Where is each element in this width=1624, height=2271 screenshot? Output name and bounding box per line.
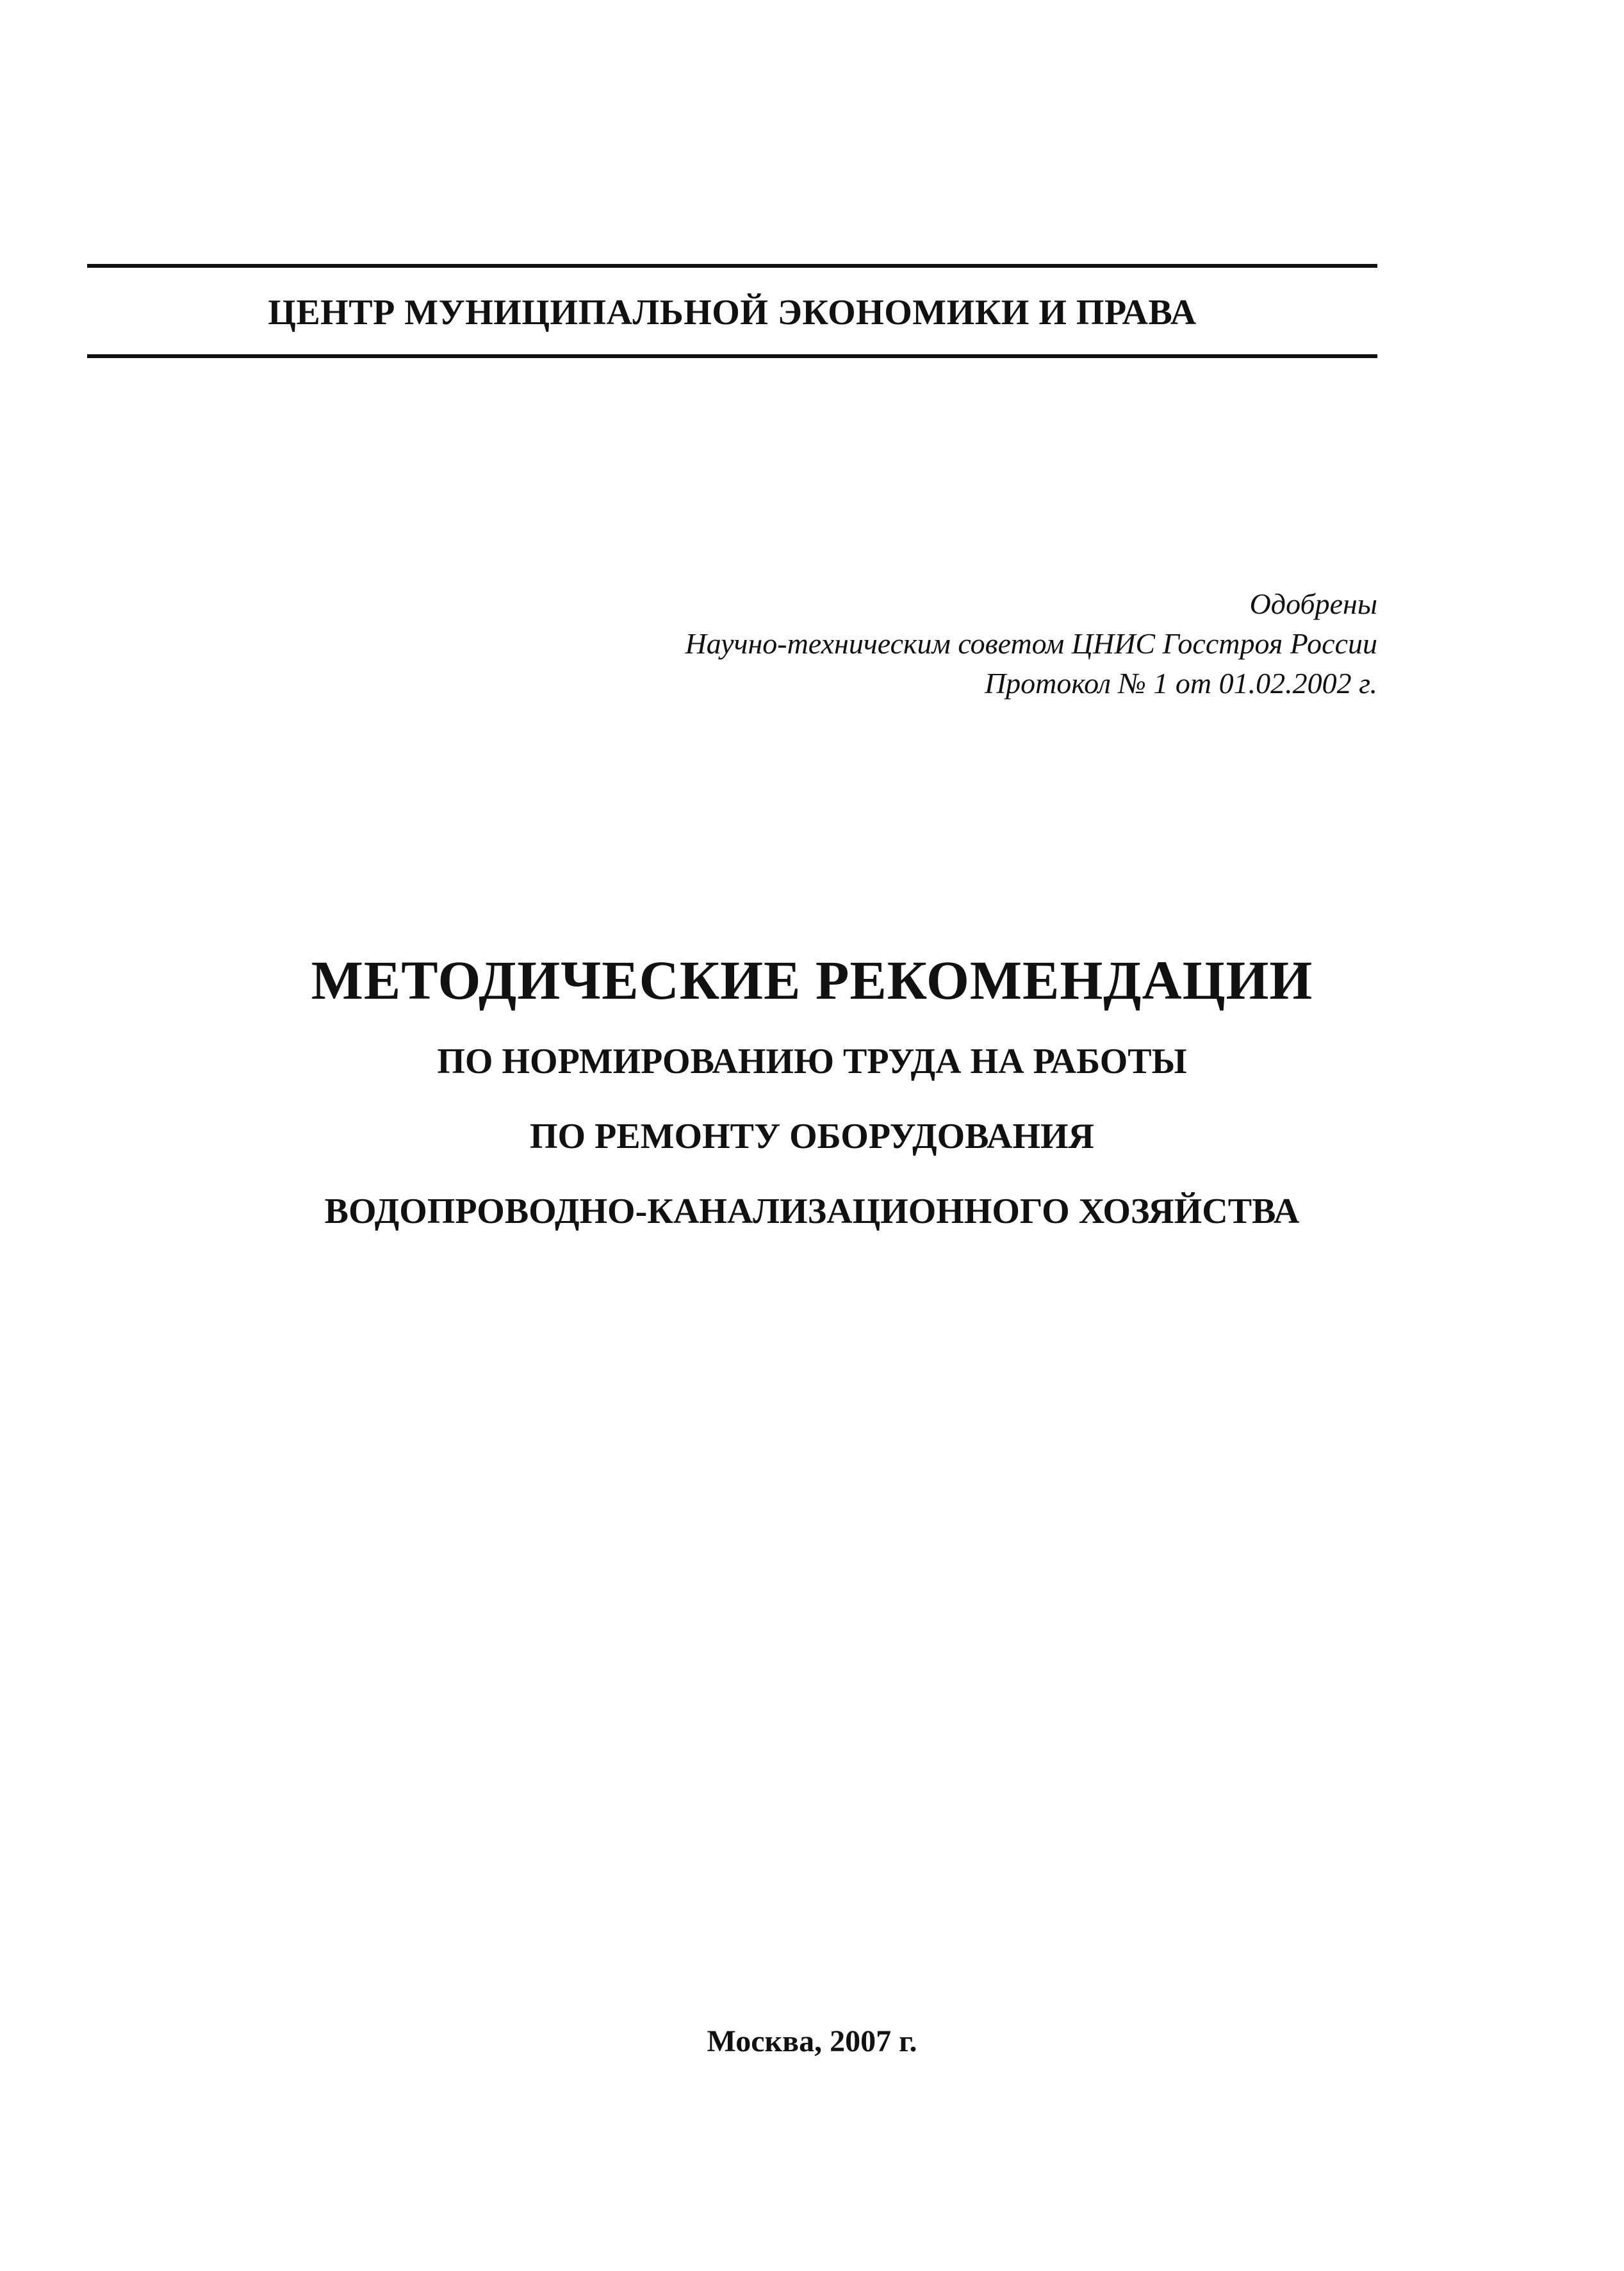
approval-line-protocol: Протокол № 1 от 01.02.2002 г.	[984, 667, 1377, 700]
header-rule-bottom	[87, 354, 1377, 358]
subtitle-line-3: ВОДОПРОВОДНО-КАНАЛИЗАЦИОННОГО ХОЗЯЙСТВА	[324, 1192, 1300, 1231]
organization-name: ЦЕНТР МУНИЦИПАЛЬНОЙ ЭКОНОМИКИ И ПРАВА	[268, 293, 1197, 332]
approval-block	[685, 584, 1377, 703]
header-rule-top	[87, 264, 1377, 268]
subtitle-line-1: ПО НОРМИРОВАНИЮ ТРУДА НА РАБОТЫ	[437, 1042, 1187, 1081]
place-and-year: Москва, 2007 г.	[707, 2024, 917, 2058]
approval-line-approved: Одобрены	[1249, 587, 1377, 620]
title-block	[0, 945, 1624, 1249]
approval-line-council: Научно-техническим советом ЦНИС Госстроя России	[685, 627, 1377, 660]
subtitle-line-2: ПО РЕМОНТУ ОБОРУДОВАНИЯ	[529, 1117, 1094, 1156]
document-title: МЕТОДИЧЕСКИЕ РЕКОМЕНДАЦИИ	[311, 949, 1313, 1011]
